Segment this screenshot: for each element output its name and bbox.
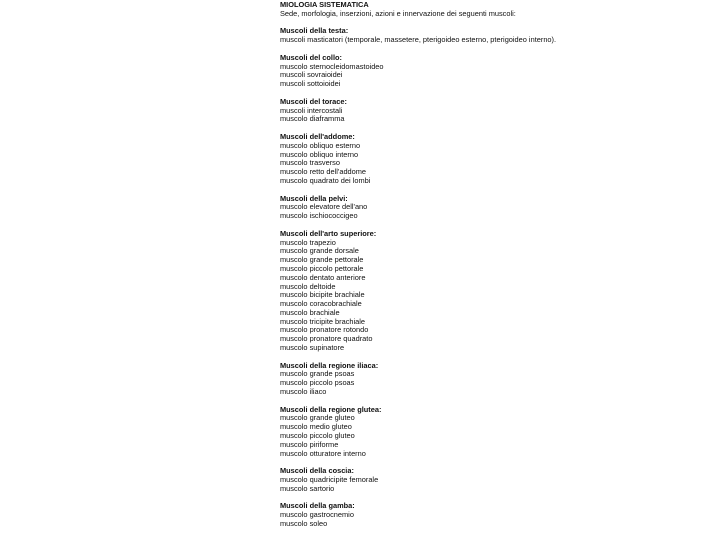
list-item: muscolo gastrocnemio: [280, 510, 354, 520]
list-item: muscolo trasverso: [280, 158, 340, 168]
list-item: muscolo piccolo pettorale: [280, 263, 364, 273]
sections-container: [280, 27, 710, 528]
list-item: muscolo retto dell'addome: [280, 167, 367, 177]
list-item: muscolo trapezio: [280, 237, 336, 247]
list-item: muscoli masticatori (temporale, massetere, pterigoideo esterno, pterigoideo interno).: [280, 35, 557, 45]
list-item: muscolo dentato anteriore: [280, 272, 366, 282]
list-item: muscolo pronatore quadrato: [280, 334, 373, 344]
list-item: muscolo medio gluteo: [280, 422, 352, 432]
list-item: muscolo supinatore: [280, 343, 345, 353]
section-6: [280, 362, 710, 406]
list-item: muscolo diaframma: [280, 114, 345, 124]
list-item: muscolo brachiale: [280, 307, 340, 317]
list-item: muscoli sovraioidei: [280, 70, 343, 80]
list-item: muscolo obliquo interno: [280, 149, 359, 159]
list-item: muscolo piccolo gluteo: [280, 431, 355, 441]
list-item: muscoli intercostali: [280, 105, 343, 115]
section-heading: Muscoli del collo:: [280, 52, 343, 62]
list-item: muscolo grande pettorale: [280, 255, 364, 265]
spacer: [280, 45, 710, 54]
list-item: muscolo quadrato dei lombi: [280, 175, 371, 185]
document-subtitle: Sede, morfologia, inserzioni, azioni e innervazione dei seguenti muscoli:: [280, 8, 516, 18]
section-heading: Muscoli dell'arto superiore:: [280, 228, 377, 238]
list-item: muscolo grande psoas: [280, 369, 355, 379]
list-item: muscolo sartorio: [280, 483, 335, 493]
section-5: [280, 230, 710, 362]
list-item: muscolo elevatore dell'ano: [280, 202, 368, 212]
list-item: muscolo quadricipite femorale: [280, 475, 379, 485]
list-item: muscolo bicipite brachiale: [280, 290, 365, 300]
section-heading: Muscoli della testa:: [280, 26, 349, 36]
section-heading: Muscoli della gamba:: [280, 501, 355, 511]
section-9: [280, 502, 710, 528]
section-7: [280, 406, 710, 468]
section-2: [280, 98, 710, 133]
section-0: [280, 27, 710, 53]
list-item: muscolo coracobrachiale: [280, 299, 362, 309]
list-item: muscolo deltoide: [280, 281, 336, 291]
list-item: muscolo iliaco: [280, 387, 327, 397]
list-item: muscolo otturatore interno: [280, 448, 366, 458]
list-item: muscolo obliquo esterno: [280, 140, 361, 150]
list-item: muscoli sottoioidei: [280, 79, 341, 89]
section-4: [280, 195, 710, 230]
section-8: [280, 467, 710, 502]
section-heading: Muscoli della coscia:: [280, 466, 354, 476]
section-heading: Muscoli dell'addome:: [280, 131, 355, 141]
section-heading: Muscoli della pelvi:: [280, 193, 348, 203]
section-heading: Muscoli della regione glutea:: [280, 404, 382, 414]
list-item: muscolo tricipite brachiale: [280, 316, 366, 326]
list-item: muscolo piriforme: [280, 439, 339, 449]
list-item: muscolo piccolo psoas: [280, 378, 355, 388]
list-item: muscolo sternocleidomastoideo: [280, 61, 384, 71]
section-1: [280, 54, 710, 98]
list-item: muscolo pronatore rotondo: [280, 325, 369, 335]
section-3: [280, 133, 710, 195]
list-item: muscolo grande gluteo: [280, 413, 355, 423]
section-heading: Muscoli della regione iliaca:: [280, 360, 379, 370]
document-body: [280, 1, 710, 529]
section-heading: Muscoli del torace:: [280, 96, 347, 106]
list-item: muscolo ischiococcigeo: [280, 211, 358, 221]
list-item: muscolo soleo: [280, 519, 328, 529]
list-item: muscolo grande dorsale: [280, 246, 359, 256]
document-title: MIOLOGIA SISTEMATICA: [280, 0, 369, 9]
